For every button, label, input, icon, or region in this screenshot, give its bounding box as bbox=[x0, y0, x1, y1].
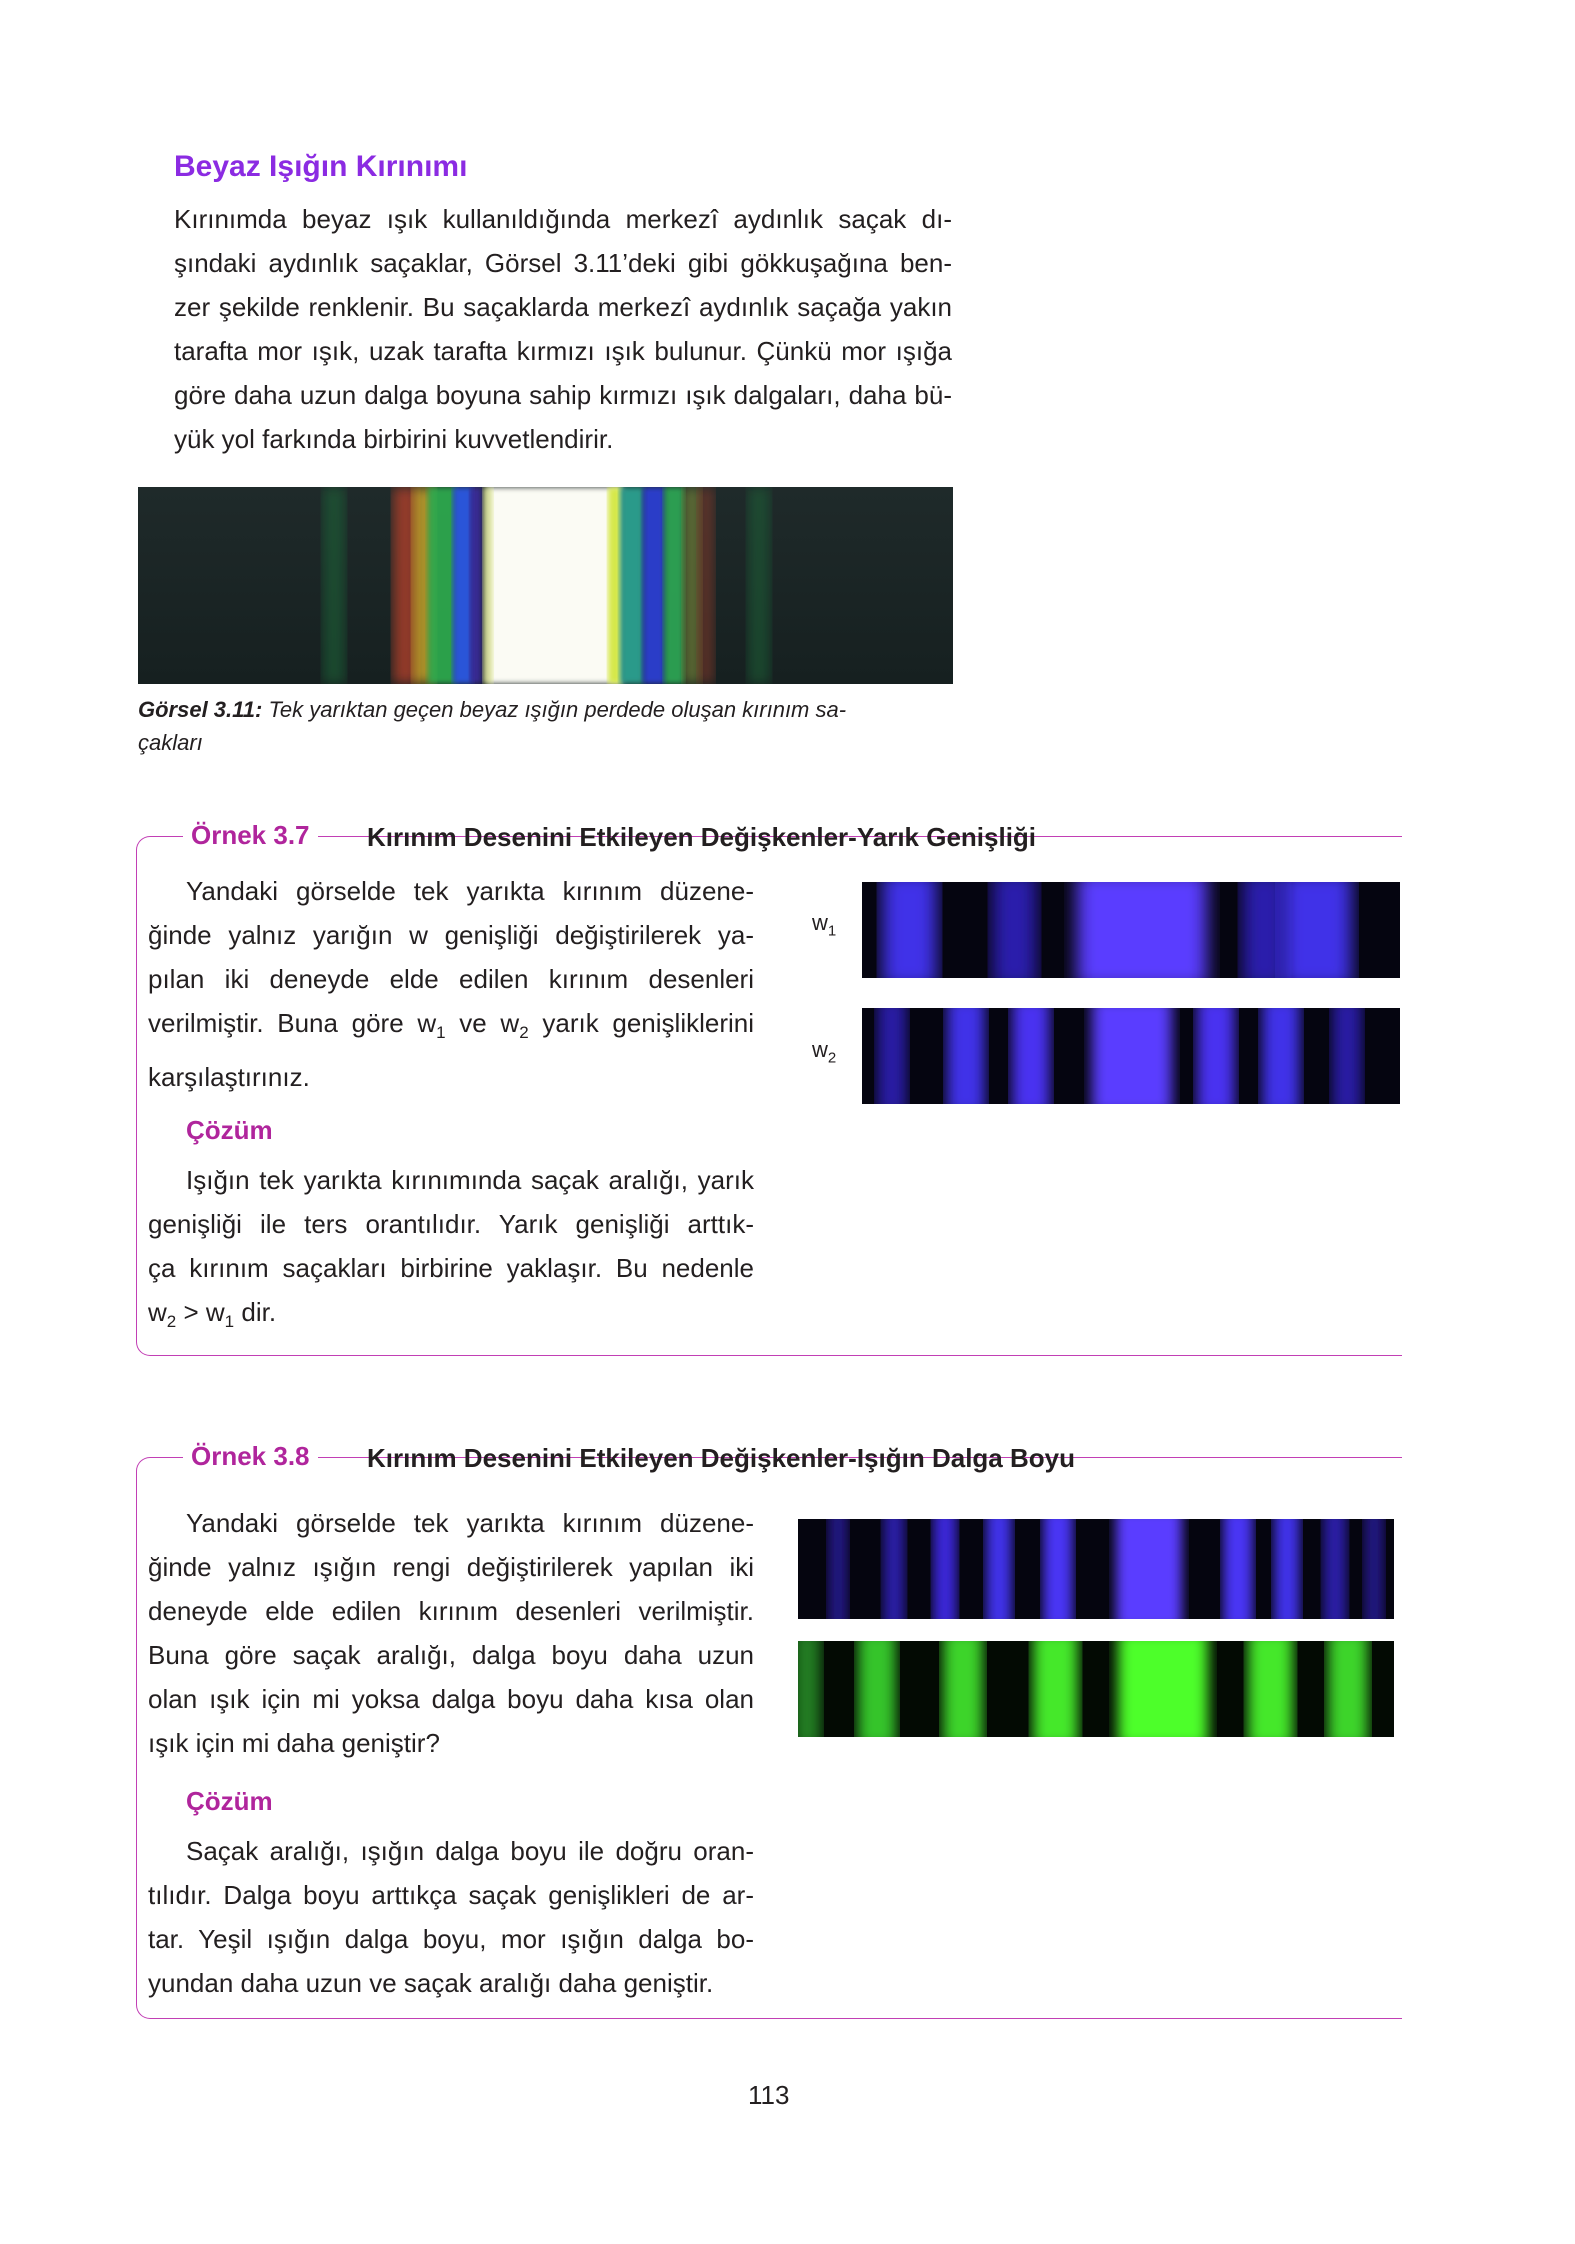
intro-line: zer şekilde renklenir. Bu saçaklarda merkezî aydınlık saçağa yakın bbox=[174, 292, 952, 322]
example-3-8-solution bbox=[148, 1829, 754, 2005]
solution-line: Saçak aralığı, ışığın dalga boyu ile doğru oran- bbox=[186, 1836, 754, 1866]
blue-fringes-w1 bbox=[862, 882, 1400, 978]
question-line: karşılaştırınız. bbox=[148, 1062, 310, 1093]
w2-label: $w_2$ bbox=[812, 1037, 837, 1067]
question-line: Yandaki görselde tek yarıkta kırınım düzene- bbox=[186, 1508, 754, 1538]
example-3-8-label: Örnek 3.8 bbox=[183, 1441, 318, 1472]
question-line: ışık için mi daha geniştir? bbox=[148, 1728, 440, 1758]
example-3-8-title: Kırınım Desenini Etkileyen Değişkenler-Işığın Dalga Boyu bbox=[367, 1443, 1075, 1473]
question-line: pılan iki deneyde elde edilen kırınım desenleri bbox=[148, 964, 754, 994]
green-fringes bbox=[798, 1641, 1394, 1737]
caption-label: Görsel 3.11: bbox=[138, 697, 263, 722]
pattern-violet bbox=[798, 1519, 1394, 1619]
question-line: Yandaki görselde tek yarıkta kırınım düzene- bbox=[186, 876, 754, 906]
question-line: olan ışık için mi yoksa dalga boyu daha kısa olan bbox=[148, 1684, 754, 1714]
pattern-w2 bbox=[862, 1008, 1400, 1104]
example-3-7-question bbox=[148, 869, 754, 1099]
figure-caption bbox=[138, 693, 953, 759]
intro-line: yük yol farkında birbirini kuvvetlendirir. bbox=[174, 424, 614, 454]
solution-line: tar. Yeşil ışığın dalga boyu, mor ışığın dalga bo- bbox=[148, 1924, 754, 1954]
intro-line: Kırınımda beyaz ışık kullanıldığında merkezî aydınlık saçak dı- bbox=[174, 204, 952, 234]
section-title: Beyaz Işığın Kırınımı bbox=[174, 150, 468, 183]
w1-label: $w_1$ bbox=[812, 910, 837, 940]
solution-line: Işığın tek yarıkta kırınımında saçak aralığı, yarık bbox=[186, 1165, 754, 1195]
solution-line: yundan daha uzun ve saçak aralığı daha geniştir. bbox=[148, 1968, 714, 1998]
intro-line: şındaki aydınlık saçaklar, Görsel 3.11’deki gibi gökkuşağına ben- bbox=[174, 248, 952, 278]
question-line: verilmiştir. Buna göre $w_1$ ve $w_2$ yarık genişliklerini bbox=[148, 1008, 755, 1043]
example-3-8-question bbox=[148, 1501, 754, 1765]
question-line: ğinde yalnız ışığın rengi değiştirilerek yapılan iki bbox=[148, 1552, 754, 1582]
caption-text-cont: çakları bbox=[138, 730, 203, 755]
intro-paragraph bbox=[174, 197, 952, 461]
page-number: 113 bbox=[748, 2080, 790, 2110]
violet-fringes bbox=[798, 1519, 1394, 1619]
solution-line: $w_2 > w_1$ dir. bbox=[148, 1297, 277, 1332]
pattern-green bbox=[798, 1641, 1394, 1737]
intro-line: tarafta mor ışık, uzak tarafta kırmızı ışık bulunur. Çünkü mor ışığa bbox=[174, 336, 952, 366]
question-line: Buna göre saçak aralığı, dalga boyu daha uzun bbox=[148, 1640, 754, 1670]
example-3-7-solution bbox=[148, 1158, 754, 1344]
example-3-7-title: Kırınım Desenini Etkileyen Değişkenler-Yarık Genişliği bbox=[367, 822, 1037, 852]
blue-fringes-w2 bbox=[862, 1008, 1400, 1104]
pattern-w1 bbox=[862, 882, 1400, 978]
white-light-diffraction-image bbox=[138, 487, 953, 684]
spectrum-graphic bbox=[138, 487, 953, 684]
example-3-7-label: Örnek 3.7 bbox=[183, 820, 318, 851]
solution-line: tılıdır. Dalga boyu arttıkça saçak genişlikleri de ar- bbox=[148, 1880, 754, 1910]
question-line: deneyde elde edilen kırınım desenleri verilmiştir. bbox=[148, 1596, 754, 1626]
solution-line: genişliği ile ters orantılıdır. Yarık genişliği arttık- bbox=[148, 1209, 754, 1239]
intro-line: göre daha uzun dalga boyuna sahip kırmızı ışık dalgaları, daha bü- bbox=[174, 380, 952, 410]
solution-line: ça kırınım saçakları birbirine yaklaşır. Bu nedenle bbox=[148, 1253, 754, 1283]
example-3-8-solution-label: Çözüm bbox=[186, 1786, 273, 1816]
caption-text: Tek yarıktan geçen beyaz ışığın perdede oluşan kırınım sa- bbox=[262, 697, 847, 722]
example-3-7-solution-label: Çözüm bbox=[186, 1115, 273, 1145]
question-line: ğinde yalnız yarığın w genişliği değiştirilerek ya- bbox=[148, 920, 754, 950]
